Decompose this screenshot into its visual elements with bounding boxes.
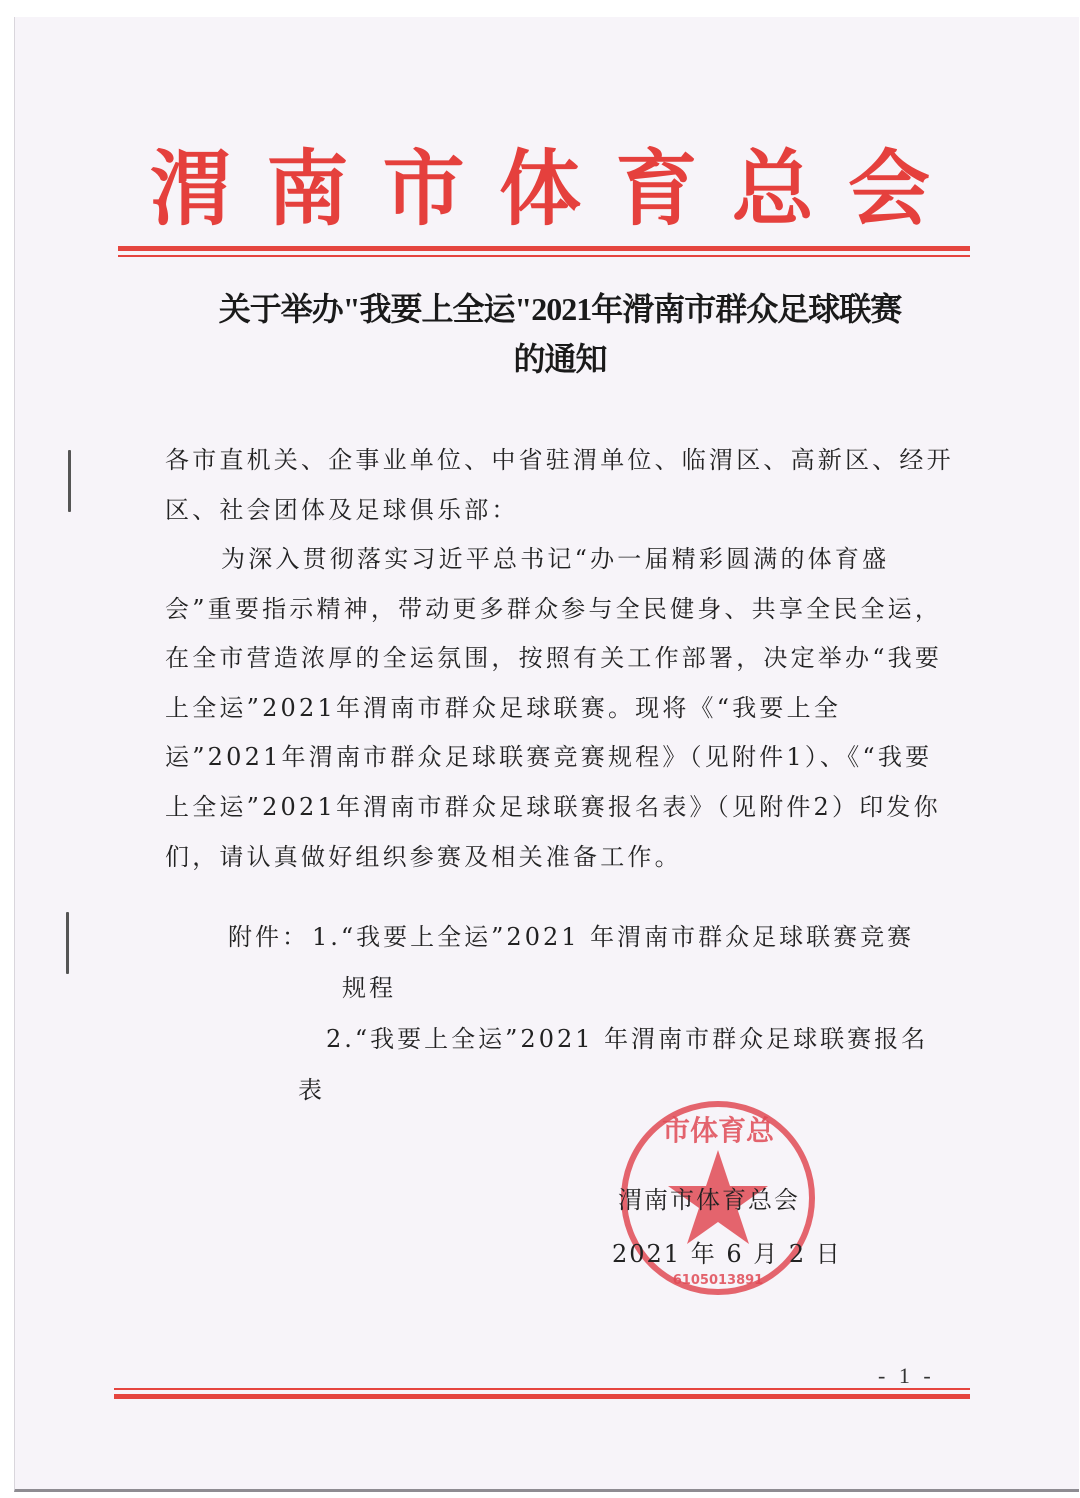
attachment-1-line2: 规程 [342,974,396,1002]
attachment-2-line1: 2.“我要上全运”2021 年渭南市群众足球联赛报名 [326,1025,929,1053]
letterhead-rule-thin [118,255,970,257]
svg-text:市体育总: 市体育总 [661,1114,775,1147]
attachment-1-line1: 1.“我要上全运”2021 年渭南市群众足球联赛竞赛 [312,923,915,951]
attachments-label: 附件： [228,923,309,951]
letterhead-char: 南 [266,141,349,237]
letterhead-char: 总 [731,141,814,237]
footer-rule-thick [114,1394,970,1399]
letterhead-rule-thick [118,246,970,251]
document-title-line1: 关于举办"我要上全运"2021年滑南市群众足球联赛 [218,291,902,327]
svg-text:6105013891: 6105013891 [672,1273,764,1288]
body-paragraph: 为深入贯彻落实习近平总书记“办一届精彩圆满的体育盛会”重要指示精神，带动更多群众参与全民健身、共享全民全运，在全市营造浓厚的全运氛围，按照有关工作部署，决定举办“我要上全运”2021年渭南市群众足球联赛。现将《“我要上全运”2021年渭南市群众足球联赛竞赛规程》（见附件1）、《“我要上全运”2021年渭南市群众足球联赛报名表》（见附件2）印发你们，请认真做好组织参赛及相关准备工作。 [165,545,943,871]
binder-mark-bottom [66,912,69,974]
letterhead-char: 会 [847,141,930,237]
signature-org: 渭南市体育总会 [618,1186,800,1214]
salutation: 各市直机关、企事业单位、中省驻渭单位、临渭区、高新区、经开区、社会团体及足球俱乐部： [165,446,954,524]
letterhead-char: 体 [498,141,581,237]
letterhead-char: 渭 [150,141,233,237]
letterhead-org-name [150,141,930,237]
attachment-2-line2: 表 [298,1076,325,1104]
letterhead-char: 市 [382,141,465,237]
signature-date: 2021 年 6 月 2 日 [612,1240,842,1268]
footer-rule-thin [114,1388,970,1390]
document-title-line2: 的通知 [513,341,607,377]
binder-mark-top [68,450,71,512]
page-number: - 1 - [878,1363,935,1388]
letterhead-char: 育 [615,141,698,237]
